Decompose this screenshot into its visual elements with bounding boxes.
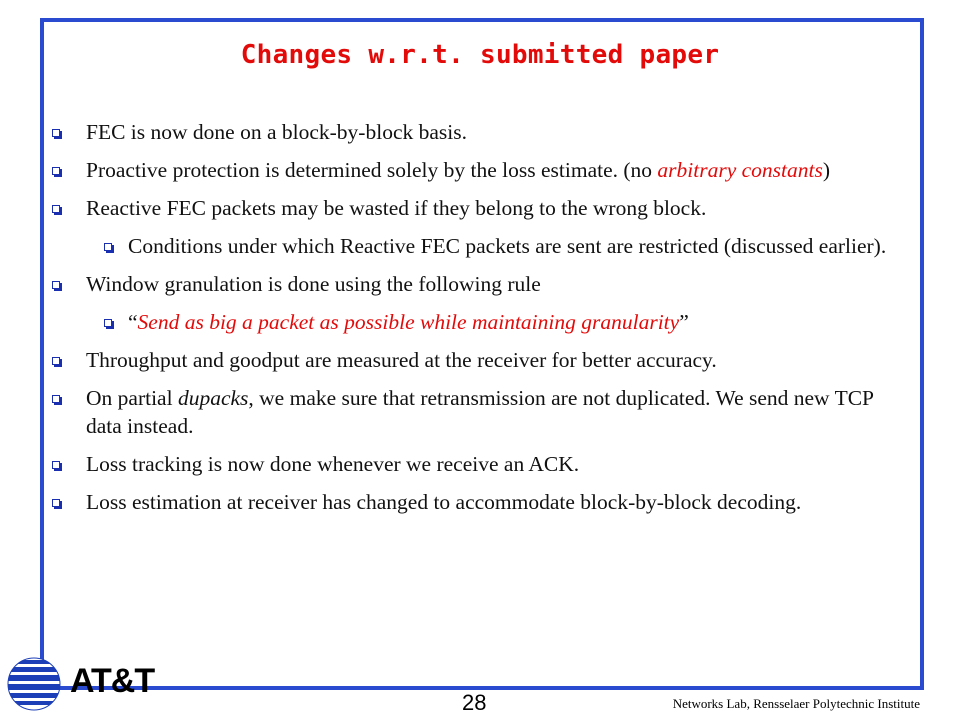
bullet-partial-dupacks: On partial dupacks, we make sure that retransmission are not duplicated. We send new TCP data instead. xyxy=(52,384,892,440)
bullet-square-icon xyxy=(52,205,60,213)
page-number: 28 xyxy=(462,690,487,715)
bullet-loss-estimation: Loss estimation at receiver has changed to accommodate block-by-block decoding. xyxy=(52,488,892,516)
sub-bullet-reactive-conditions: Conditions under which Reactive FEC packets are sent are restricted (discussed earlier). xyxy=(52,232,892,260)
bullet-square-icon xyxy=(52,499,60,507)
sub-bullet-granulation-rule: “Send as big a packet as possible while maintaining granularity” xyxy=(52,308,892,336)
bullet-square-icon xyxy=(52,357,60,365)
bullet-loss-tracking: Loss tracking is now done whenever we receive an ACK. xyxy=(52,450,892,478)
bullet-fec-block: FEC is now done on a block-by-block basis. xyxy=(52,118,892,146)
bullet-window-granulation: Window granulation is done using the following rule xyxy=(52,270,892,298)
bullet-reactive-wasted: Reactive FEC packets may be wasted if they belong to the wrong block. xyxy=(52,194,892,222)
bullet-throughput: Throughput and goodput are measured at the receiver for better accuracy. xyxy=(52,346,892,374)
footer-institution: Networks Lab, Rensselaer Polytechnic Institute xyxy=(672,696,920,711)
bullet-square-icon xyxy=(52,129,60,137)
bullet-square-icon xyxy=(52,167,60,175)
att-logo-text: AT&T xyxy=(70,662,155,700)
bullet-proactive: Proactive protection is determined solely by the loss estimate. (no arbitrary constants) xyxy=(52,156,892,184)
bullet-square-icon xyxy=(52,461,60,469)
emphasis-rule: Send as big a packet as possible while maintaining granularity xyxy=(137,310,680,334)
bullet-square-icon xyxy=(52,281,60,289)
emphasis-arbitrary-constants: arbitrary constants xyxy=(657,158,823,182)
bullet-list xyxy=(52,118,892,516)
bullet-square-icon xyxy=(52,395,60,403)
bullet-square-icon xyxy=(104,319,112,327)
bullet-square-icon xyxy=(104,243,112,251)
slide-title: Changes w.r.t. submitted paper xyxy=(240,40,720,70)
